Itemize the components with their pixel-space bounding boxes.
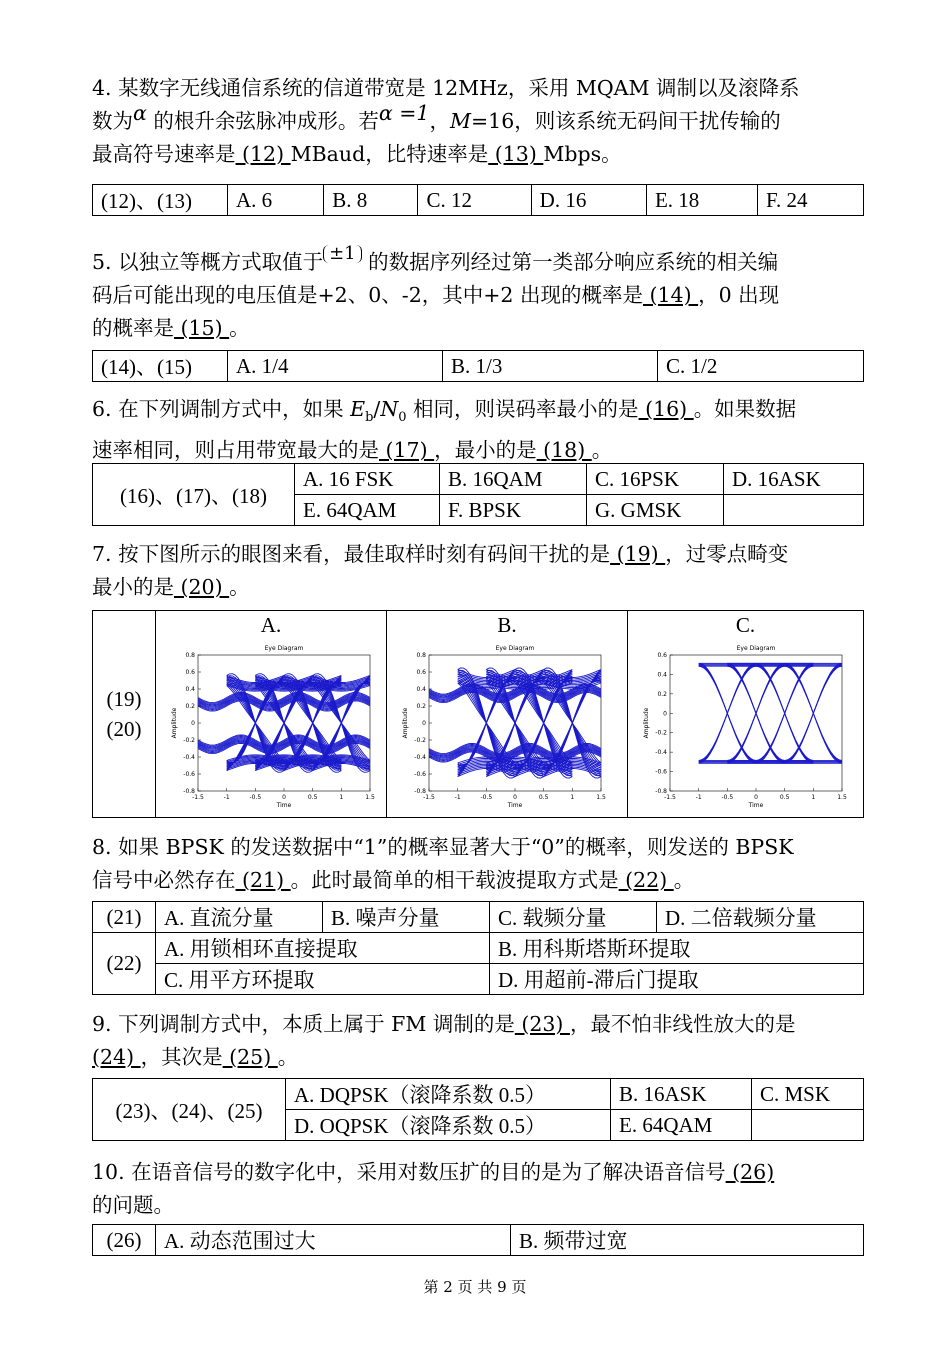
eye-title: Eye Diagram <box>495 645 535 652</box>
y-tick-label: 0.2 <box>416 703 426 710</box>
x-tick-label: 1 <box>570 794 575 801</box>
x-tick-label: -0.5 <box>480 794 493 801</box>
option-21-d[interactable]: D. 二倍载频分量 <box>657 902 864 933</box>
option-21-b[interactable]: B. 噪声分量 <box>323 902 490 933</box>
x-tick-label: 0 <box>282 794 286 801</box>
blank-17: (17) <box>379 438 435 463</box>
x-tick-label: 0.5 <box>779 794 790 801</box>
x-tick-label: 1.5 <box>596 794 606 801</box>
y-tick-label: 0 <box>191 720 195 727</box>
question-6 <box>92 393 864 467</box>
y-tick-label: 0 <box>663 710 667 718</box>
blank-21: (21) <box>235 868 291 892</box>
q7-line1: 7. 按下图所示的眼图来看，最佳取样时刻有码间干扰的是 (19) ，过零点畸变 <box>92 542 789 566</box>
question-8 <box>92 831 864 897</box>
y-tick-label: -0.8 <box>655 788 667 795</box>
x-tick-label: -1 <box>695 794 702 801</box>
q5-line2: 码后可能出现的电压值是+2、0、-2，其中+2 出现的概率是 (14) ，0 出现 <box>92 283 780 307</box>
options-head: (12)、(13) <box>93 185 228 216</box>
option-c[interactable]: C. 16PSK <box>587 464 724 495</box>
blank-20: (20) <box>174 575 230 599</box>
option-b[interactable]: B. 1/3 <box>443 351 658 382</box>
question-9 <box>92 1008 864 1074</box>
q4-line2: 数为α 的根升余弦脉冲成形。若α =1，M=16，则该系统无码间干扰传输的 <box>92 101 781 133</box>
option-21-a[interactable]: A. 直流分量 <box>156 902 323 933</box>
y-tick-label: 0.6 <box>416 669 426 676</box>
q9-line2: (24) ，其次是 (25) 。 <box>92 1045 299 1069</box>
eye-diagram-table <box>92 610 864 818</box>
y-tick-label: -0.8 <box>414 788 426 795</box>
x-tick-label: 0 <box>513 794 517 801</box>
q10-line1: 10. 在语音信号的数字化中，采用对数压扩的目的是为了解决语音信号 (26) <box>92 1160 775 1184</box>
x-tick-label: 0 <box>754 794 758 801</box>
plot-frame <box>670 655 842 791</box>
x-tick-label: -0.5 <box>721 794 734 801</box>
x-tick-label: 1 <box>339 794 344 801</box>
options-head: (16)、(17)、(18) <box>93 464 295 526</box>
options-table-q6 <box>92 463 864 526</box>
y-axis-label: Amplitude <box>643 707 650 739</box>
y-tick-label: -0.2 <box>183 737 195 744</box>
q5-line3: 的概率是 (15) 。 <box>92 316 250 340</box>
y-tick-label: -0.8 <box>183 788 195 795</box>
question-5 <box>92 243 864 345</box>
y-tick-label: -0.4 <box>183 754 195 761</box>
x-tick-label: -1.5 <box>664 794 676 801</box>
q7-line2: 最小的是 (20) 。 <box>92 575 250 599</box>
x-axis-label: Time <box>507 802 523 809</box>
option-22-a[interactable]: A. 用锁相环直接提取 <box>156 933 490 964</box>
empty-cell <box>752 1110 864 1141</box>
option-22-c[interactable]: C. 用平方环提取 <box>156 964 490 995</box>
option-c[interactable]: C. 1/2 <box>658 351 864 382</box>
option-f[interactable]: F. 24 <box>758 185 864 216</box>
q8-line2: 信号中必然存在 (21) 。此时最简单的相干载波提取方式是 (22) 。 <box>92 868 695 892</box>
x-axis-label: Time <box>276 802 292 809</box>
option-c[interactable]: C. MSK <box>752 1079 864 1110</box>
x-tick-label: 1 <box>811 794 816 801</box>
option-a[interactable]: A. DQPSK（滚降系数 0.5） <box>286 1079 611 1110</box>
blank-24: (24) <box>92 1045 141 1069</box>
options-head: (14)、(15) <box>93 351 228 382</box>
x-tick-label: 1.5 <box>837 794 847 801</box>
y-tick-label: 0.8 <box>185 652 195 659</box>
y-tick-label: 0 <box>422 720 426 727</box>
blank-22: (22) <box>618 868 674 892</box>
q5-line1: 5. 以独立等概方式取值于 ±1 的数据序列经过第一类部分响应系统的相关编 <box>92 243 779 274</box>
alpha-equation: α =1 <box>378 101 430 125</box>
y-tick-label: 0.6 <box>185 669 195 676</box>
y-tick-label: 0.4 <box>657 671 667 679</box>
set-plus-minus-one: ±1 <box>323 245 362 263</box>
option-e[interactable]: E. 64QAM <box>295 495 440 526</box>
option-a[interactable]: A. 1/4 <box>228 351 443 382</box>
x-tick-label: 0.5 <box>307 794 318 801</box>
option-a[interactable]: A. 16 FSK <box>295 464 440 495</box>
options-table-q9 <box>92 1078 864 1141</box>
y-tick-label: 0.4 <box>185 686 195 693</box>
options-head: (19) (20) <box>93 611 156 818</box>
y-tick-label: -0.2 <box>655 729 667 737</box>
y-tick-label: -0.6 <box>655 768 667 776</box>
y-tick-label: -0.6 <box>183 771 195 778</box>
option-a[interactable]: A. 6 <box>228 185 324 216</box>
blank-13: (13) <box>488 142 544 166</box>
option-b[interactable]: B. 8 <box>324 185 418 216</box>
option-d[interactable]: D. 16ASK <box>724 464 864 495</box>
y-axis-label: Amplitude <box>171 707 178 739</box>
eye-title: Eye Diagram <box>736 645 776 652</box>
option-21-c[interactable]: C. 载频分量 <box>490 902 657 933</box>
eye-title: Eye Diagram <box>264 645 304 652</box>
option-g[interactable]: G. GMSK <box>587 495 724 526</box>
options-head-22: (22) <box>93 933 156 995</box>
option-d[interactable]: D. 16 <box>531 185 646 216</box>
y-tick-label: -0.4 <box>655 749 667 757</box>
x-tick-label: 1.5 <box>365 794 375 801</box>
q10-line2: 的问题。 <box>92 1193 174 1217</box>
q8-line1: 8. 如果 BPSK 的发送数据中“1”的概率显著大于“0”的概率，则发送的 BPSK <box>92 835 794 859</box>
x-tick-label: -1.5 <box>423 794 435 801</box>
eye-diagram-a <box>162 641 382 816</box>
blank-19: (19) <box>610 542 666 566</box>
blank-16: (16) <box>638 397 694 421</box>
minus-two-symbol: -2 <box>401 283 422 307</box>
option-e[interactable]: E. 64QAM <box>611 1110 752 1141</box>
x-tick-label: -1 <box>223 794 230 801</box>
q6-line2: 速率相同，则占用带宽最大的是 (17) ，最小的是 (18) 。 <box>92 438 613 463</box>
q9-line1: 9. 下列调制方式中，本质上属于 FM 调制的是 (23) ，最不怕非线性放大的是 <box>92 1012 796 1036</box>
q4-line3: 最高符号速率是 (12) MBaud，比特速率是 (13) Mbps。 <box>92 142 622 166</box>
y-tick-label: 0.6 <box>657 652 667 659</box>
y-tick-label: -0.6 <box>414 771 426 778</box>
eye-diagram-b <box>393 641 618 816</box>
q6-line1: 6. 在下列调制方式中，如果 $E_b/N_0$ 相同，则误码率最小的是 (16) 。如果数据 <box>92 397 797 426</box>
question-10 <box>92 1156 864 1222</box>
blank-14: (14) <box>643 283 699 307</box>
options-table-q10 <box>92 1224 864 1256</box>
q4-line1: 4. 某数字无线通信系统的信道带宽是 12MHz，采用 MQAM 调制以及滚降系 <box>92 76 800 100</box>
y-tick-label: 0.2 <box>185 703 195 710</box>
question-4 <box>92 72 864 171</box>
options-table-q4 <box>92 184 864 216</box>
blank-18: (18) <box>536 438 592 463</box>
y-axis-label: Amplitude <box>402 707 409 739</box>
eye-option-a[interactable]: A. Eye Diagram 0.8 0.6 0.4 0.2 0 -0.2 -0.4 -0.6 -0.8 -1.5 -1 -0.5 0 0.5 1 1.5 Time Amplitude <box>156 611 387 818</box>
option-b[interactable]: B. 16QAM <box>440 464 587 495</box>
x-tick-label: -1 <box>454 794 461 801</box>
y-tick-label: 0.2 <box>657 690 667 698</box>
option-b[interactable]: B. 频带过宽 <box>511 1225 864 1256</box>
empty-cell <box>724 495 864 526</box>
options-head-21: (21) <box>93 902 156 933</box>
blank-15: (15) <box>174 316 230 340</box>
blank-23: (23) <box>514 1012 570 1036</box>
x-tick-label: -0.5 <box>249 794 262 801</box>
options-table-q5 <box>92 350 864 382</box>
option-22-b[interactable]: B. 用科斯塔斯环提取 <box>490 933 864 964</box>
y-tick-label: 0.4 <box>416 686 426 693</box>
y-tick-label: 0.8 <box>416 652 426 659</box>
option-d[interactable]: D. OQPSK（滚降系数 0.5） <box>286 1110 611 1141</box>
x-tick-label: -1.5 <box>192 794 204 801</box>
eye-option-c[interactable]: C. Eye Diagram 0.6 0.4 0.2 0 -0.2 -0.4 -0.6 -0.8 -1.5 -1 -0.5 0 0.5 1 1.5 Time Amplitude <box>628 611 864 818</box>
y-tick-label: -0.4 <box>414 754 426 761</box>
blank-25: (25) <box>222 1045 278 1069</box>
options-table-q8 <box>92 901 864 995</box>
blank-26: (26) <box>725 1160 775 1184</box>
question-7 <box>92 538 864 604</box>
options-head: (23)、(24)、(25) <box>93 1079 286 1141</box>
option-22-d[interactable]: D. 用超前-滞后门提取 <box>490 964 864 995</box>
y-tick-label: -0.2 <box>414 737 426 744</box>
eye-option-b[interactable]: B. Eye Diagram 0.8 0.6 0.4 0.2 0 -0.2 -0.4 -0.6 -0.8 -1.5 -1 -0.5 0 0.5 1 1.5 Time Amplitude <box>387 611 628 818</box>
option-a[interactable]: A. 动态范围过大 <box>156 1225 511 1256</box>
blank-12: (12) <box>235 142 291 166</box>
option-c[interactable]: C. 12 <box>418 185 531 216</box>
options-head: (26) <box>93 1225 156 1256</box>
x-tick-label: 0.5 <box>538 794 549 801</box>
page-footer: 第 2 页 共 9 页 <box>423 1278 527 1296</box>
option-f[interactable]: F. BPSK <box>440 495 587 526</box>
alpha-symbol: α <box>133 101 147 125</box>
option-b[interactable]: B. 16ASK <box>611 1079 752 1110</box>
option-e[interactable]: E. 18 <box>646 185 757 216</box>
x-axis-label: Time <box>748 802 764 809</box>
eye-diagram-c <box>634 641 859 816</box>
